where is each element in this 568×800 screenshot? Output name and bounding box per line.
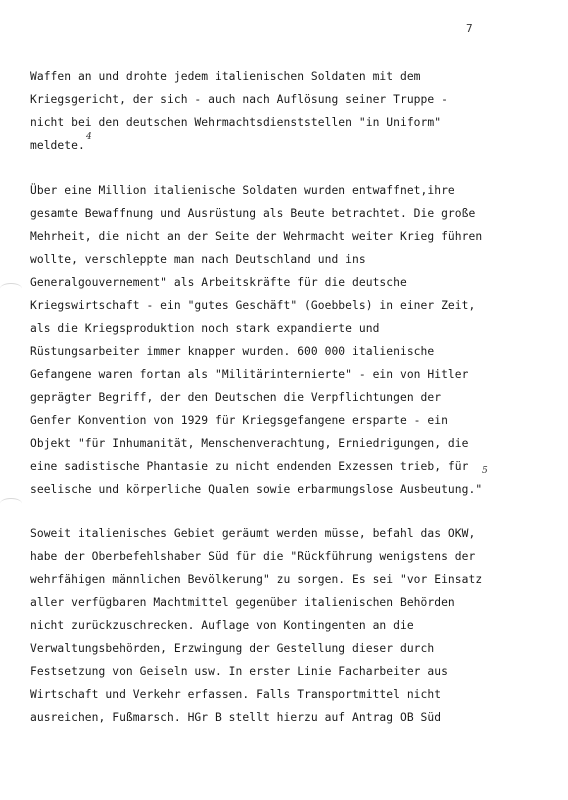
text-line: Soweit italienisches Gebiet geräumt werden müsse, befahl das OKW, [30,527,476,540]
text-line: seelische und körperliche Qualen sowie erbarmungslose Ausbeutung." [30,483,483,496]
text-line: wollte, verschleppte man nach Deutschland und ins [30,253,366,266]
footnote-marker: 5 [482,466,488,476]
text-line: Rüstungsarbeiter immer knapper wurden. 600 000 italienische [30,345,435,358]
text-line: Waffen an und drohte jedem italienischen Soldaten mit dem [30,70,421,83]
text-line: Verwaltungsbehörden, Erzwingung der Gestellung dieser durch [30,642,435,655]
text-line: Genfer Konvention von 1929 für Kriegsgefangene ersparte - ein [30,414,448,427]
text-line: Generalgouvernement" als Arbeitskräfte für die deutsche [30,276,407,289]
punch-hole-mark [0,498,22,509]
text-line: geprägter Begriff, der den Deutschen die Verpflichtungen der [30,391,442,404]
text-line: ausreichen, Fußmarsch. HGr B stellt hierzu auf Antrag OB Süd [30,711,442,724]
text-line: Kriegsgericht, der sich - auch nach Auflösung seiner Truppe - [30,93,448,106]
text-line: Über eine Million italienische Soldaten wurden entwaffnet,ihre [30,184,455,197]
footnote-marker: 4 [86,132,92,142]
text-line: aller verfügbaren Machtmittel gegenüber italienischen Behörden [30,596,455,609]
text-line: Objekt "für Inhumanität, Menschenverachtung, Erniedrigungen, die [30,437,469,450]
text-line: eine sadistische Phantasie zu nicht endenden Exzessen trieb, für [30,460,469,473]
text-line: wehrfähigen männlichen Bevölkerung" zu sorgen. Es sei "vor Einsatz [30,573,483,586]
text-line: habe der Oberbefehlshaber Süd für die "Rückführung wenigstens der [30,550,476,563]
text-line: nicht bei den deutschen Wehrmachtsdienststellen "in Uniform" [30,116,442,129]
text-line: meldete. [30,139,85,152]
text-line: Wirtschaft und Verkehr erfassen. Falls Transportmittel nicht [30,688,442,701]
text-line: gesamte Bewaffnung und Ausrüstung als Beute betrachtet. Die große [30,207,476,220]
text-line: als die Kriegsproduktion noch stark expandierte und [30,322,380,335]
text-line: Mehrheit, die nicht an der Seite der Wehrmacht weiter Krieg führen [30,230,483,243]
text-line: Festsetzung von Geiseln usw. In erster Linie Facharbeiter aus [30,665,448,678]
text-line: Kriegswirtschaft - ein "gutes Geschäft" (Goebbels) in einer Zeit, [30,299,476,312]
page-number: 7 [466,22,473,35]
text-line: Gefangene waren fortan als "Militärinternierte" - ein von Hitler [30,368,469,381]
text-line: nicht zurückzuschrecken. Auflage von Kontingenten an die [30,619,414,632]
punch-hole-mark [0,283,22,294]
